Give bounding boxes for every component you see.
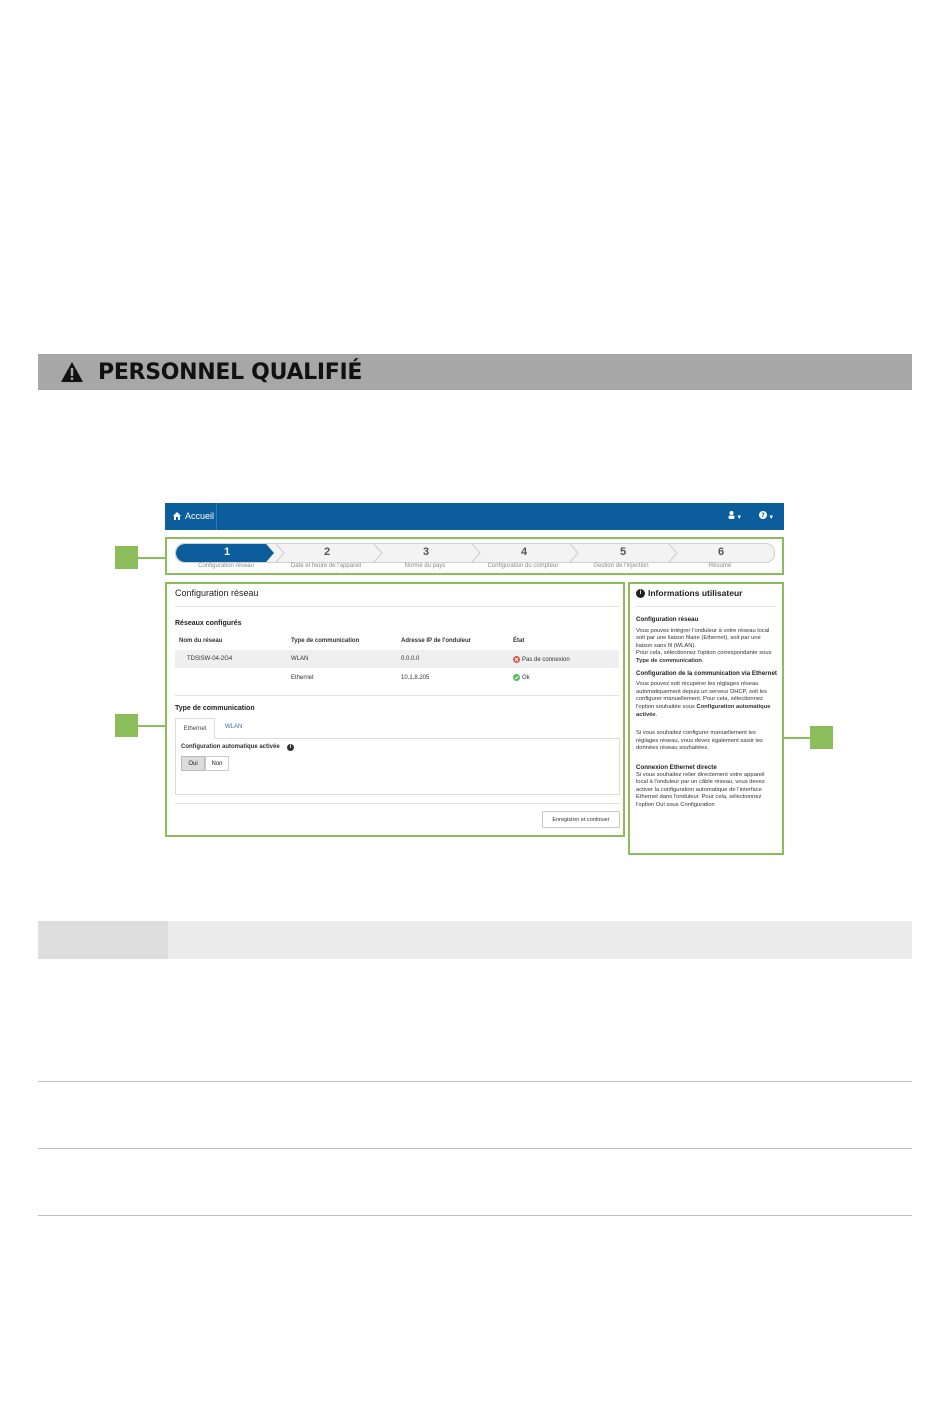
user-icon — [728, 511, 735, 519]
info-paragraph: Vous pouvez soit récupérer les réglages réseau automatiquement depuis un serveur DHCP, soit les configurer manuellement. Pour cela, sélectionnez l'option souhaitée sous Configuration automatique activée. — [636, 681, 771, 718]
divider — [175, 606, 619, 607]
save-and-continue-button[interactable]: Enregistrer et continuer — [542, 811, 620, 828]
home-link[interactable] — [173, 511, 214, 521]
wizard-step-2[interactable]: 2 — [323, 546, 331, 558]
help-icon — [759, 511, 767, 519]
status-text: Pas de connexion — [522, 656, 570, 663]
caret-icon: ▾ — [737, 514, 742, 521]
tab-wlan[interactable]: WLAN — [225, 724, 243, 730]
info-heading: Connexion Ethernet directe — [636, 763, 717, 771]
wizard-step-label: Configuration réseau — [198, 563, 254, 569]
table-row-divider — [38, 1148, 912, 1149]
caret-icon: ▾ — [769, 514, 774, 521]
table-row-divider — [38, 1081, 912, 1082]
home-label: Accueil — [185, 511, 215, 521]
wizard-step-3[interactable]: 3 — [422, 546, 430, 558]
info-title-text: Informations utilisateur — [648, 588, 743, 598]
info-icon[interactable]: i — [287, 744, 294, 751]
divider — [175, 803, 620, 804]
callout-marker — [115, 714, 138, 737]
callout-leader-line — [138, 725, 165, 727]
error-status-icon — [513, 656, 520, 663]
info-paragraph: Vous pouvez intégrer l'onduleur à votre réseau local soit par une liaison filaire (Ethernet), soit par une liaison sans fil (WLAN). — [636, 627, 770, 649]
status-cell — [513, 674, 530, 681]
info-panel-body[interactable] — [636, 616, 778, 842]
wizard-step-1[interactable]: 1 — [223, 546, 231, 558]
tabs-baseline — [175, 738, 620, 739]
info-bold-term: Configuration automatique activée — [636, 703, 771, 718]
table-row-divider — [38, 1215, 912, 1216]
wizard-step-4[interactable]: 4 — [520, 546, 528, 558]
info-paragraph: Si vous souhaitez configurer manuellement les réglages réseau, vous devez également saisir les données réseau souhaitées. — [636, 730, 763, 752]
callout-leader-line — [138, 557, 165, 559]
panel-title: Configuration réseau — [175, 588, 259, 598]
callout-marker — [810, 726, 833, 749]
info-heading: Configuration de la communication via Ethernet — [636, 669, 777, 677]
column-header: Type de communication — [291, 638, 360, 644]
warning-triangle-icon — [60, 361, 84, 383]
comm-type-cell: Ethernet — [291, 675, 314, 681]
info-panel-title — [636, 588, 742, 598]
info-icon: i — [636, 589, 645, 598]
comm-type-cell: WLAN — [291, 656, 309, 662]
wizard-step-label: Résumé — [708, 563, 732, 569]
warning-banner — [38, 354, 912, 390]
banner-title: PERSONNEL QUALIFIÉ — [98, 360, 363, 385]
column-header: Adresse IP de l'onduleur — [401, 638, 472, 644]
wizard-step-label: Configuration du compteur — [487, 563, 559, 569]
column-header: Nom du réseau — [179, 638, 223, 644]
table-header-cell — [38, 921, 168, 959]
column-header: État — [513, 638, 525, 644]
top-navbar — [165, 503, 784, 530]
wizard-step-label: Date et heure de l'appareil — [290, 563, 362, 569]
comm-type-heading: Type de communication — [175, 705, 255, 712]
callout-box-wizard — [165, 537, 784, 575]
configured-networks-heading: Réseaux configurés — [175, 620, 242, 627]
yes-toggle-button[interactable]: Oui — [181, 756, 205, 771]
navbar-divider — [216, 503, 217, 530]
ip-address-cell: 0.0.0.0 — [401, 656, 420, 662]
user-menu-button[interactable] — [728, 511, 741, 521]
status-text: Ok — [522, 674, 530, 681]
ip-address-cell: 10.1.8.205 — [401, 675, 430, 681]
home-icon — [173, 512, 181, 520]
info-paragraph: Si vous souhaitez relier directement votre appareil local à l'onduleur par un câble réseau, vous devez activer la configuration automatique de l'interface Ethernet dans l'onduleur. Pour cela, sélectionnez l'option Oui sous Configuration — [636, 771, 765, 808]
help-menu-button[interactable] — [759, 511, 773, 521]
status-cell — [513, 656, 570, 663]
tab-ethernet[interactable]: Ethernet — [175, 718, 215, 739]
wizard-step-label: Gestion de l'injection — [593, 563, 649, 569]
table-header-cell — [168, 921, 912, 959]
wizard-step-6[interactable]: 6 — [717, 546, 725, 558]
auto-config-label: Configuration automatique activée — [181, 744, 280, 750]
no-toggle-button[interactable]: Non — [205, 756, 229, 771]
divider — [636, 606, 776, 607]
callout-leader-line — [784, 737, 810, 739]
divider — [175, 695, 619, 696]
network-name-cell: TDSISW-04-2G4 — [187, 656, 233, 662]
svg-text:?: ? — [761, 512, 765, 519]
ok-status-icon — [513, 674, 520, 681]
callout-marker — [115, 546, 138, 569]
info-heading: Configuration réseau — [636, 616, 699, 623]
wizard-step-label: Norme du pays — [404, 563, 446, 569]
info-bold-term: Type de communication — [636, 657, 702, 664]
info-paragraph: Pour cela, sélectionnez l'option correspondante sous Type de communication. — [636, 650, 772, 664]
wizard-step-5[interactable]: 5 — [619, 546, 627, 558]
